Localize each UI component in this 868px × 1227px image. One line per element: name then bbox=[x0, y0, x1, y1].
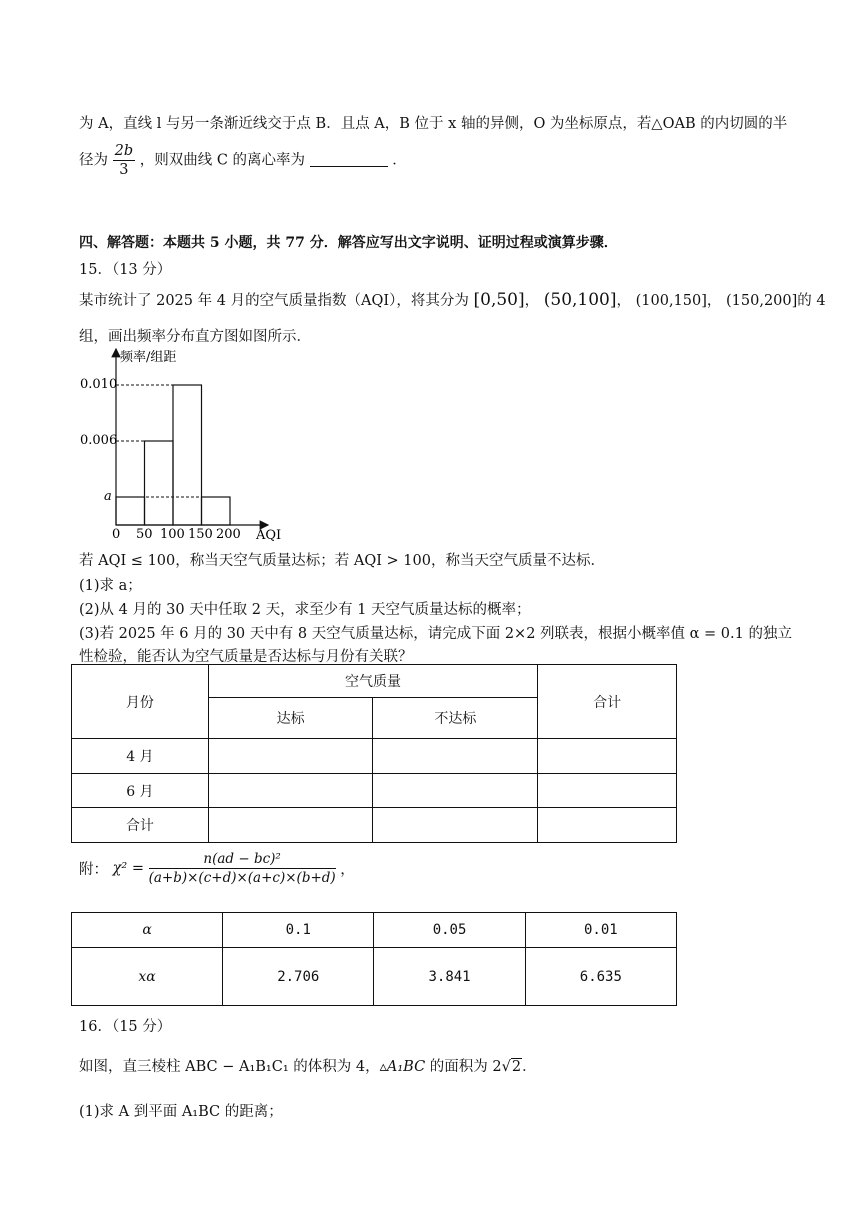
header-air-quality: 空气质量 bbox=[208, 665, 537, 698]
interval-4: (150,200] bbox=[726, 293, 798, 309]
x-tick-150: 150 bbox=[188, 527, 213, 542]
x-alpha-label: xα bbox=[72, 948, 223, 1006]
x-tick-0: 0 bbox=[112, 527, 121, 542]
q16-number: 16．（15 分） bbox=[79, 1019, 172, 1035]
row-june: 6 月 bbox=[72, 774, 209, 808]
interval-3: (100,150] bbox=[635, 293, 707, 309]
formula-end: ， bbox=[340, 862, 355, 878]
x-tick-100: 100 bbox=[160, 527, 185, 542]
chi-square-formula bbox=[79, 850, 355, 887]
interval-1: [0,50] bbox=[473, 290, 525, 310]
y-tick-a: a bbox=[104, 489, 112, 504]
formula-lhs: χ² = bbox=[112, 860, 144, 877]
q15-part3-line1: (3)若 2025 年 6 月的 30 天中有 8 天空气质量达标，请完成下面 2×2 列联表，根据小概率值 α = 0.1 的独立 bbox=[79, 626, 792, 642]
x-value-3.841: 3.841 bbox=[374, 948, 525, 1006]
header-ok: 达标 bbox=[208, 698, 373, 739]
q16-line1 bbox=[79, 1055, 537, 1076]
x-tick-200: 200 bbox=[216, 527, 241, 542]
q15-part3-line2: 性检验，能否认为空气质量是否达标与月份有关联？ bbox=[79, 649, 413, 665]
cell-total-total[interactable] bbox=[538, 808, 677, 843]
contingency-table bbox=[71, 664, 677, 843]
q16-part1: (1)求 A 到平面 A₁BC 的距离； bbox=[79, 1104, 283, 1120]
sqrt-radicand: 2 bbox=[511, 1059, 522, 1075]
alpha-label: α bbox=[72, 913, 223, 948]
q16-prefix: 如图，直三棱柱 ABC − A₁B₁C₁ 的体积为 4， bbox=[79, 1059, 380, 1075]
q14-end: ． bbox=[392, 152, 407, 169]
histogram-bar-4 bbox=[202, 497, 231, 525]
header-not-ok: 不达标 bbox=[373, 698, 538, 739]
interval-2: (50,100] bbox=[543, 290, 617, 310]
cell-june-ok[interactable] bbox=[208, 774, 373, 808]
alpha-0.01: 0.01 bbox=[525, 913, 676, 948]
q15-condition: 若 AQI ≤ 100，称当天空气质量达标；若 AQI > 100，称当天空气质量不达标． bbox=[79, 553, 605, 569]
alpha-0.1: 0.1 bbox=[223, 913, 374, 948]
formula-fraction bbox=[149, 850, 336, 887]
histogram-bar-2 bbox=[145, 441, 174, 525]
formula-numerator: n(ad − bc)² bbox=[149, 850, 336, 869]
cell-total-ok[interactable] bbox=[208, 808, 373, 843]
q15-part1: (1)求 a； bbox=[79, 578, 142, 594]
q15-number: 15．（13 分） bbox=[79, 262, 172, 278]
x-tick-50: 50 bbox=[136, 527, 153, 542]
x-value-6.635: 6.635 bbox=[525, 948, 676, 1006]
answer-blank[interactable] bbox=[310, 152, 388, 167]
fraction-numerator: 2b bbox=[114, 143, 134, 159]
q14-line2 bbox=[79, 142, 407, 179]
q14-line1: 为 A，直线 l 与另一条渐近线交于点 B．且点 A，B 位于 x 轴的异侧，O 为坐标原点，若△OAB 的内切圆的半 bbox=[79, 116, 788, 132]
q14-suffix: ，则双曲线 C 的离心率为 bbox=[139, 152, 306, 169]
section-heading: 四、解答题：本题共 5 小题，共 77 分．解答应写出文字说明、证明过程或演算步骤． bbox=[79, 235, 618, 251]
cell-april-notok[interactable] bbox=[373, 739, 538, 774]
q15-intro: 某市统计了 2025 年 4 月的空气质量指数（AQI），将其分为 [0,50]， (50,100]， (100,150]， (150,200]的 4 bbox=[79, 290, 826, 310]
q16-mid: 的面积为 2 bbox=[425, 1059, 502, 1075]
q16-triangle: ▵A₁BC bbox=[379, 1059, 426, 1075]
appendix-label: 附： bbox=[79, 862, 108, 878]
q15-intro-suffix: 的 4 bbox=[797, 293, 826, 309]
formula-denominator: (a+b)×(c+d)×(a+c)×(b+d) bbox=[148, 870, 336, 886]
q15-part2: (2)从 4 月的 30 天中任取 2 天，求至少有 1 天空气质量达标的概率； bbox=[79, 602, 531, 618]
q15-intro-prefix: 某市统计了 2025 年 4 月的空气质量指数（AQI），将其分为 bbox=[79, 293, 469, 309]
cell-april-ok[interactable] bbox=[208, 739, 373, 774]
cell-april-total[interactable] bbox=[538, 739, 677, 774]
cell-total-notok[interactable] bbox=[373, 808, 538, 843]
header-month: 月份 bbox=[72, 665, 209, 739]
histogram-bar-1 bbox=[116, 497, 145, 525]
q14-prefix: 径为 bbox=[79, 152, 108, 169]
radius-fraction bbox=[113, 142, 136, 179]
histogram-bar-3 bbox=[173, 385, 202, 525]
y-axis-label: 频率/组距 bbox=[120, 350, 177, 365]
row-total: 合计 bbox=[72, 808, 209, 843]
x-value-2.706: 2.706 bbox=[223, 948, 374, 1006]
fraction-denominator: 3 bbox=[119, 162, 129, 178]
y-tick-0.006: 0.006 bbox=[80, 433, 118, 448]
cell-june-notok[interactable] bbox=[373, 774, 538, 808]
frequency-histogram bbox=[70, 345, 290, 545]
cell-june-total[interactable] bbox=[538, 774, 677, 808]
y-tick-0.010: 0.010 bbox=[80, 377, 118, 392]
q15-intro-line2: 组，画出频率分布直方图如图所示． bbox=[79, 329, 311, 345]
q16-end: ． bbox=[522, 1059, 537, 1075]
row-april: 4 月 bbox=[72, 739, 209, 774]
sqrt-sign: √ bbox=[501, 1059, 511, 1075]
x-axis-label: AQI bbox=[256, 528, 282, 543]
critical-value-table bbox=[71, 912, 677, 1006]
header-total: 合计 bbox=[538, 665, 677, 739]
alpha-0.05: 0.05 bbox=[374, 913, 525, 948]
